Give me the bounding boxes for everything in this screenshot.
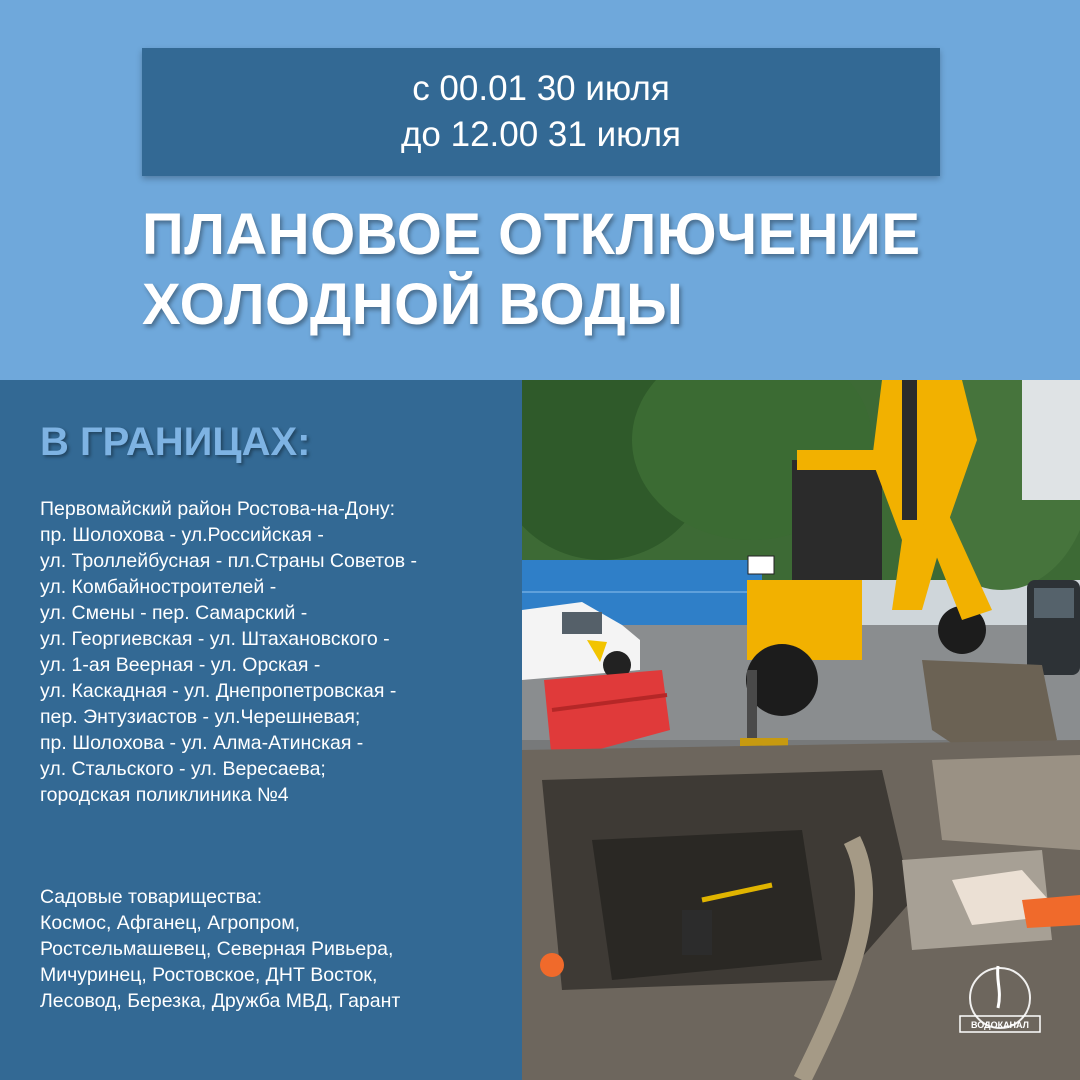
address-line: Первомайский район Ростова-на-Дону:	[40, 498, 396, 520]
title-line-1: ПЛАНОВОЕ ОТКЛЮЧЕНИЕ	[142, 202, 921, 267]
gardens-list	[40, 884, 510, 1014]
garden-line: Лесовод, Березка, Дружба МВД, Гарант	[40, 990, 401, 1012]
garden-line: Ростсельмашевец, Северная Ривьера,	[40, 938, 394, 960]
garden-line: Космос, Афганец, Агропром,	[40, 912, 301, 934]
date-end: до 12.00 31 июля	[401, 115, 681, 154]
excavation-photo	[522, 380, 1080, 1080]
logo-text: ВОДОКАНАЛ	[971, 1020, 1029, 1030]
address-line: ул. Троллейбусная - пл.Страны Советов -	[40, 550, 417, 572]
page-title	[142, 200, 1042, 340]
garden-line: Мичуринец, Ростовское, ДНТ Восток,	[40, 964, 378, 986]
address-line: пр. Шолохова - ул.Российская -	[40, 524, 324, 546]
gardens-heading: Садовые товарищества:	[40, 886, 263, 908]
address-line: пер. Энтузиастов - ул.Черешневая;	[40, 706, 361, 728]
address-line: ул. Стальского - ул. Вересаева;	[40, 758, 326, 780]
address-line: ул. Комбайностроителей -	[40, 576, 277, 598]
address-line: ул. Каскадная - ул. Днепропетровская -	[40, 680, 397, 702]
vodokanal-logo-icon	[950, 960, 1050, 1040]
boundaries-heading: В ГРАНИЦАХ:	[40, 420, 311, 464]
title-line-2: ХОЛОДНОЙ ВОДЫ	[142, 272, 684, 337]
date-range-box	[142, 48, 940, 176]
address-line: городская поликлиника №4	[40, 784, 289, 806]
address-line: ул. 1-ая Веерная - ул. Орская -	[40, 654, 321, 676]
boundaries-panel	[0, 380, 522, 1080]
date-start: с 00.01 30 июля	[412, 69, 670, 108]
header-band	[0, 0, 1080, 380]
address-line: ул. Георгиевская - ул. Штахановского -	[40, 628, 390, 650]
address-list	[40, 496, 510, 808]
address-line: пр. Шолохова - ул. Алма-Атинская -	[40, 732, 364, 754]
address-line: ул. Смены - пер. Самарский -	[40, 602, 308, 624]
